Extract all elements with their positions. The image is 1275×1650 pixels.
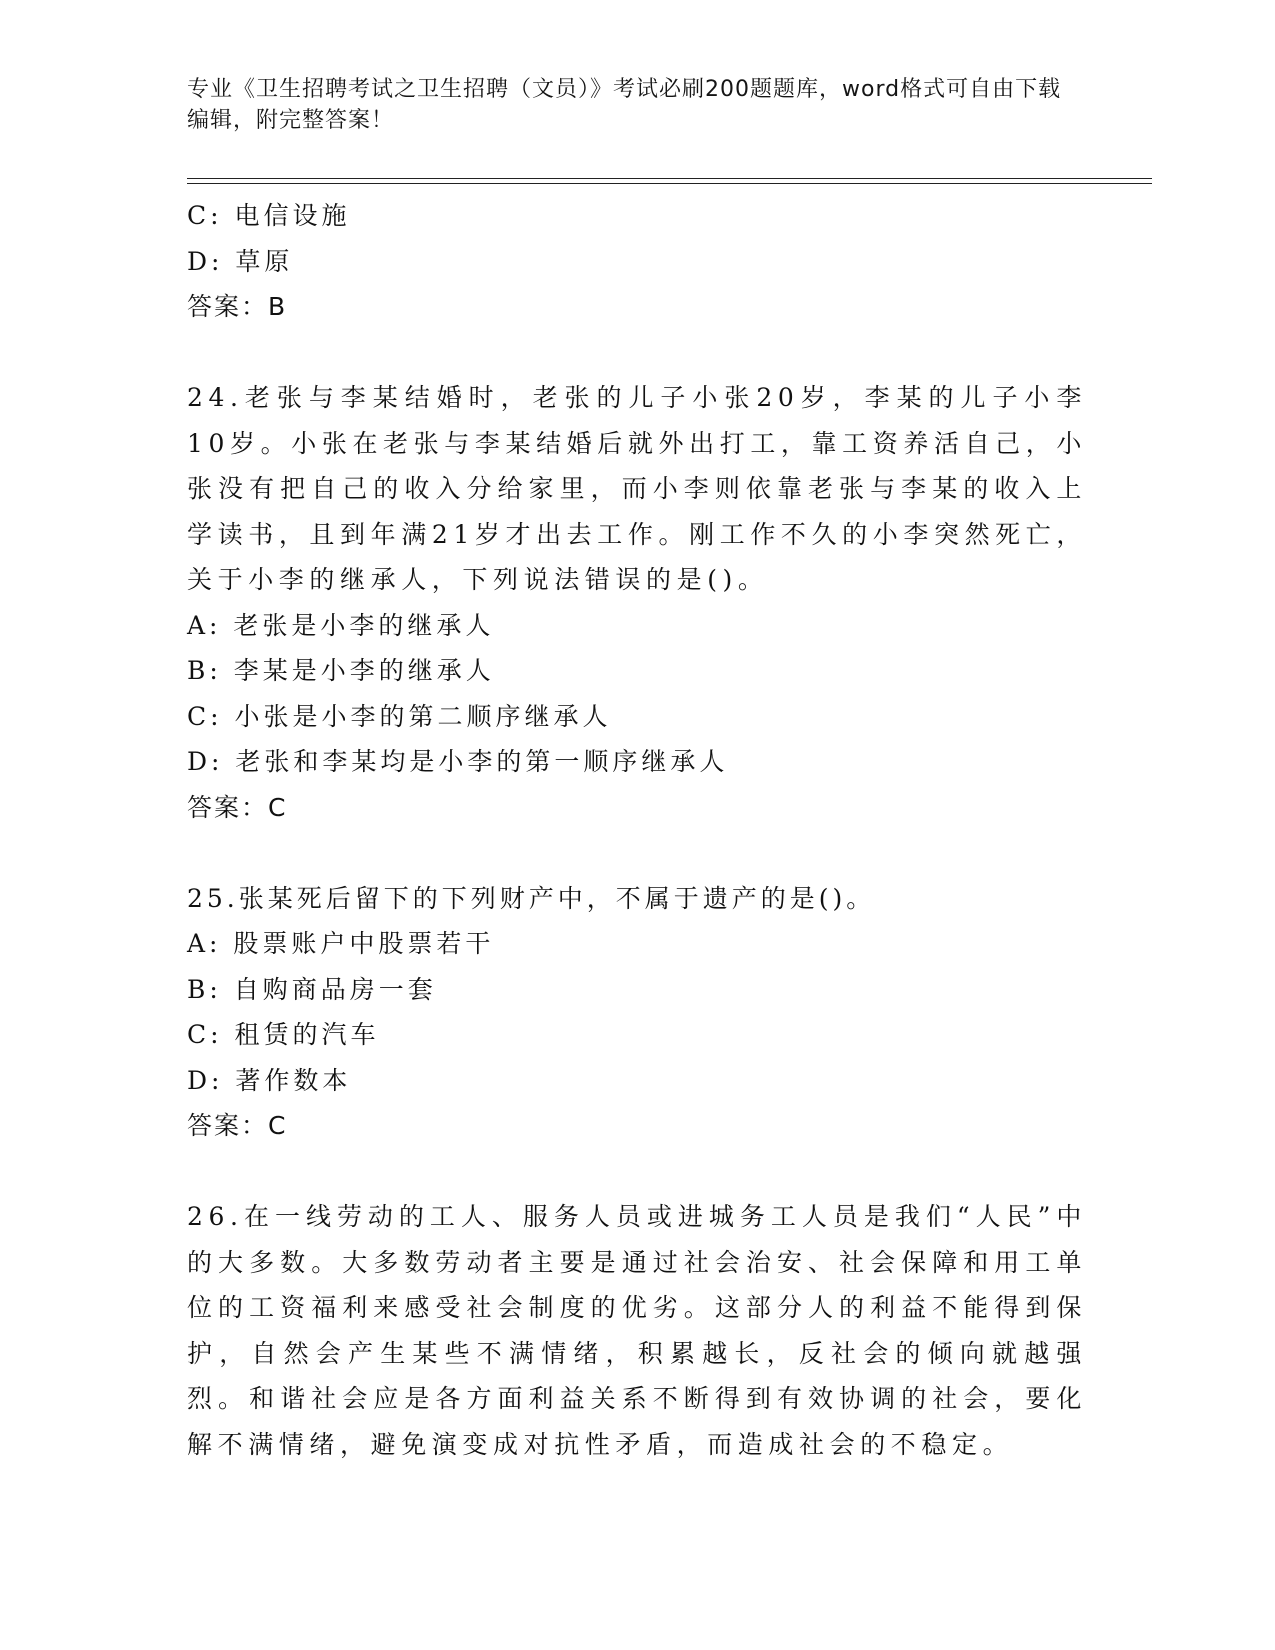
header-divider-top xyxy=(187,178,1152,179)
document-header: 专业《卫生招聘考试之卫生招聘（文员）》考试必刷200题题库，word格式可自由下载编辑，附完整答案！ xyxy=(187,77,1062,133)
header-divider-bottom xyxy=(187,183,1152,184)
q23-answer: 答案：B xyxy=(187,292,288,321)
q24-option-d: D: 老张和李某均是小李的第一顺序继承人 xyxy=(187,747,729,776)
spacer xyxy=(187,1149,1087,1195)
q24-option-b: B: 李某是小李的继承人 xyxy=(187,656,495,685)
spacer xyxy=(187,330,1087,376)
q24-option-a: A: 老张是小李的继承人 xyxy=(187,610,495,640)
q24-stem: 24.老张与李某结婚时，老张的儿子小张20岁，李某的儿子小李10岁。小张在老张与李某结婚后就外出打工，靠工资养活自己，小张没有把自己的收入分给家里，而小李则依靠老张与李某的收入上学读书，且到年满21岁才出去工作。刚工作不久的小李突然死亡，关于小李的继承人，下列说法错误的是()。 xyxy=(187,383,1087,594)
question-list xyxy=(187,193,1087,1467)
spacer xyxy=(187,830,1087,876)
q25-option-b: B: 自购商品房一套 xyxy=(187,974,437,1004)
q25-option-c: C: 租赁的汽车 xyxy=(187,1020,380,1049)
q24-option-c: C: 小张是小李的第二顺序继承人 xyxy=(187,701,612,731)
q26-stem: 26.在一线劳动的工人、服务人员或进城务工人员是我们“人民”中的大多数。大多数劳动者主要是通过社会治安、社会保障和用工单位的工资福利来感受社会制度的优劣。这部分人的利益不能得到保护，自然会产生某些不满情绪，积累越长，反社会的倾向就越强烈。和谐社会应是各方面利益关系不断得到有效协调的社会，要化解不满情绪，避免演变成对抗性矛盾，而造成社会的不稳定。 xyxy=(187,1202,1087,1459)
q25-stem: 25.张某死后留下的下列财产中，不属于遗产的是()。 xyxy=(187,883,876,913)
q23-option-d: D: 草原 xyxy=(187,246,294,276)
q25-option-a: A: 股票账户中股票若干 xyxy=(187,929,495,958)
q23-option-c: C: 电信设施 xyxy=(187,201,351,230)
q25-option-d: D: 著作数本 xyxy=(187,1065,352,1095)
q25-answer: 答案：C xyxy=(187,1111,288,1140)
q24-answer: 答案：C xyxy=(187,792,288,822)
